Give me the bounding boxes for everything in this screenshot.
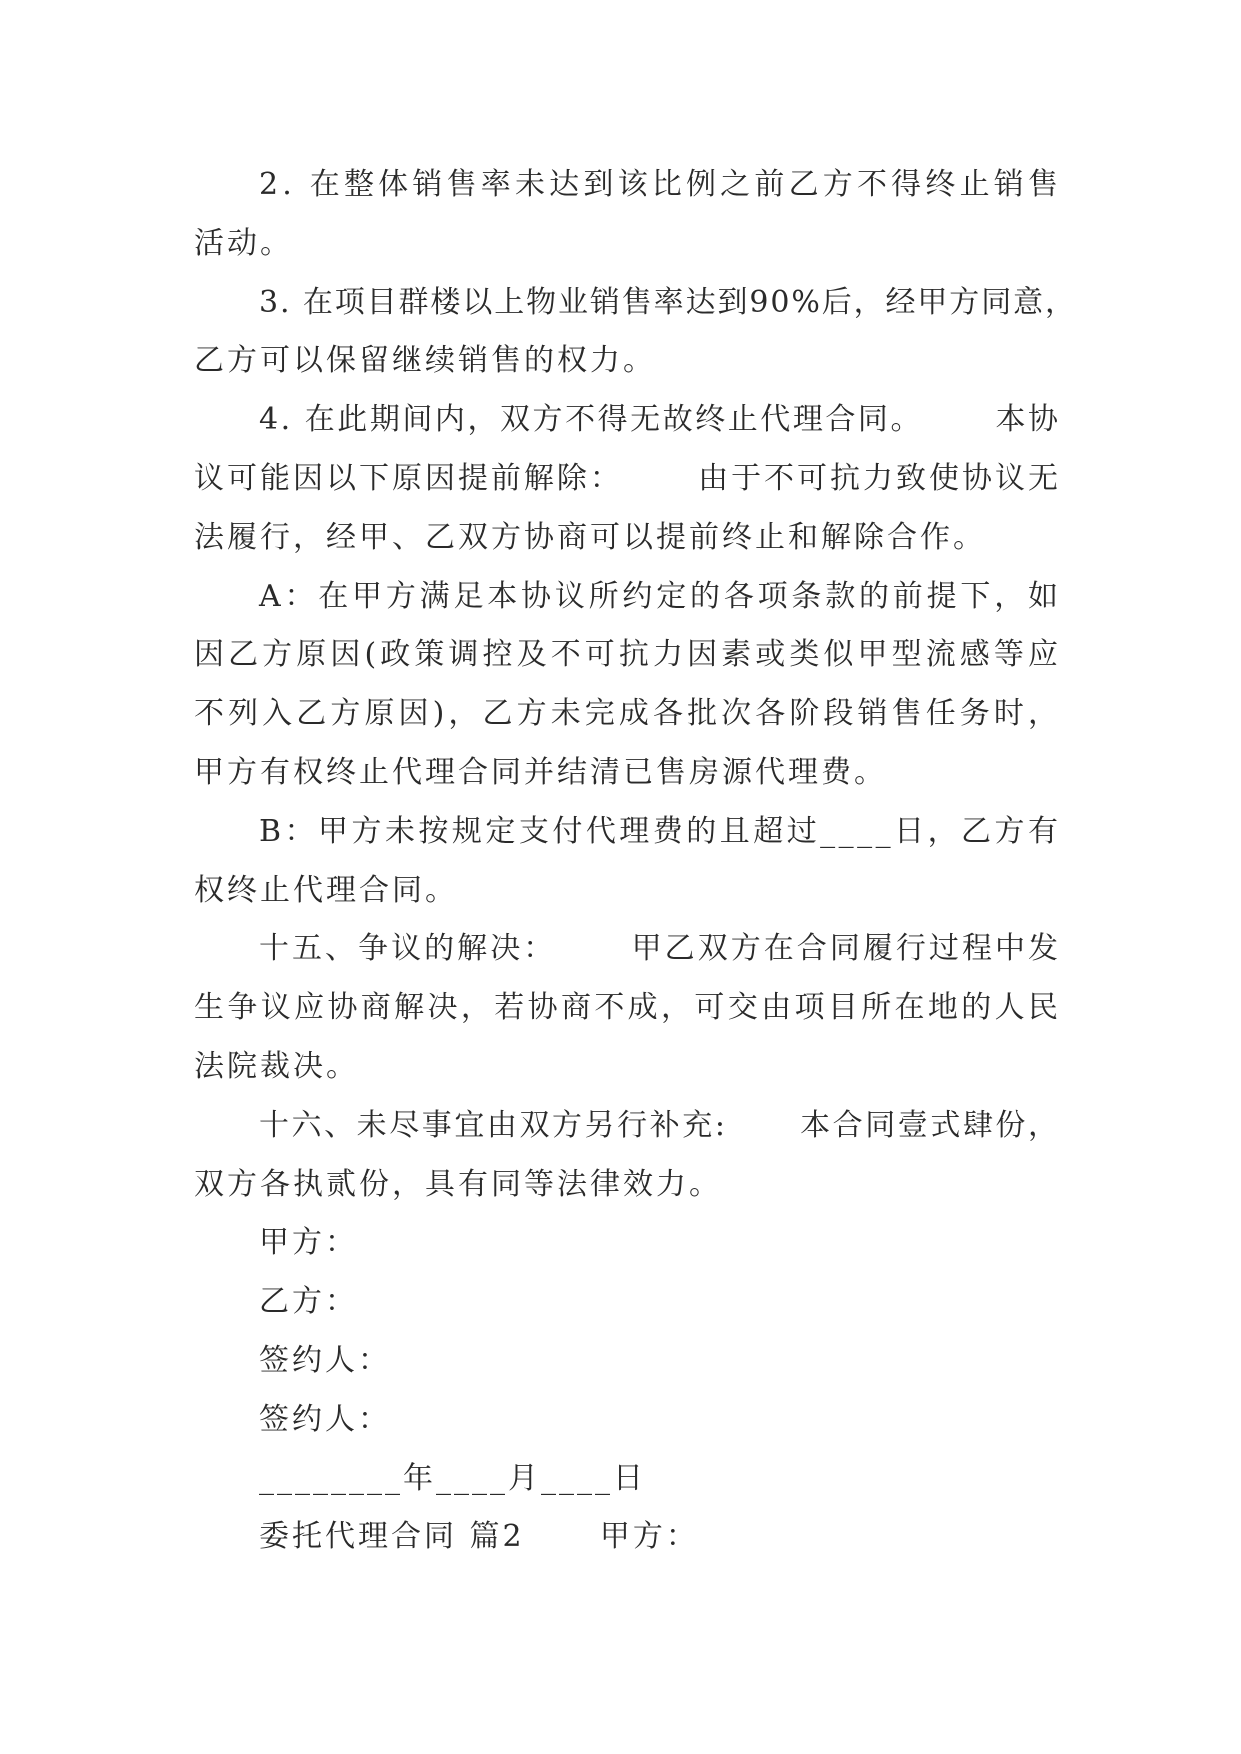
text-line (259, 1097, 1061, 1156)
text-line-content: 生争议应协商解决，若协商不成，可交由项目所在地的人民 (194, 990, 1062, 1026)
text-line-content: 法院裁决。 (194, 1048, 359, 1084)
party-a-label (259, 1214, 1094, 1273)
clause-a-termination-by-party-a (194, 568, 1094, 803)
signer-label (259, 1332, 1094, 1391)
text-line (259, 156, 1063, 215)
signature-block (194, 1214, 1094, 1508)
text-line-content: 权终止代理合同。 (194, 872, 458, 908)
text-line (259, 568, 1062, 627)
text-line-content: 十五、争议的解决： 甲乙双方在合同履行过程中发 (259, 931, 1062, 967)
text-line-content: 议可能因以下原因提前解除： 由于不可抗力致使协议无 (194, 460, 1061, 496)
clause-2-sales-continuation (194, 156, 1094, 274)
text-line (194, 626, 1063, 685)
clause-15-dispute-resolution (194, 920, 1094, 1096)
text-line (194, 1038, 1094, 1097)
text-line-content: B：甲方未按规定支付代理费的且超过____日，乙方有 (259, 813, 1062, 849)
text-line (194, 450, 1061, 509)
text-line-content: 不列入乙方原因)，乙方未完成各批次各阶段销售任务时， (194, 696, 1063, 732)
text-line (259, 391, 1061, 450)
clause-3-retained-sales-right (194, 274, 1094, 392)
text-line-content: A：在甲方满足本协议所约定的各项条款的前提下，如 (259, 578, 1062, 614)
next-contract-heading (259, 1508, 1094, 1567)
clause-16-supplementary-matters (194, 1097, 1094, 1215)
signer-label (259, 1391, 1094, 1450)
date-line-text: ________年____月____日 (259, 1460, 646, 1496)
text-line (259, 274, 1075, 333)
next-contract-heading-text: 委托代理合同 篇2 甲方： (259, 1519, 699, 1555)
clause-4-termination-conditions (194, 391, 1094, 567)
text-line (194, 509, 1094, 568)
text-line (259, 803, 1062, 862)
date-line (259, 1450, 1094, 1509)
text-line-content: 法履行，经甲、乙双方协商可以提前终止和解除合作。 (194, 519, 986, 555)
text-line-content: 2. 在整体销售率未达到该比例之前乙方不得终止销售 (259, 167, 1063, 202)
text-line (259, 920, 1062, 979)
document-body (194, 156, 1094, 1567)
text-line (194, 332, 1094, 391)
text-line-content: 3. 在项目群楼以上物业销售率达到90%后，经甲方同意， (259, 284, 1077, 320)
signer-label-text: 签约人： (259, 1401, 391, 1437)
text-line (194, 215, 1094, 274)
text-line (194, 862, 1094, 921)
text-line-content: 活动。 (194, 225, 293, 261)
text-line-content: 十六、未尽事宜由双方另行补充: 本合同壹式肆份， (259, 1107, 1061, 1143)
text-line-content: 甲方有权终止代理合同并结清已售房源代理费。 (194, 754, 887, 790)
text-line-content: 4. 在此期间内，双方不得无故终止代理合同。 本协 (259, 402, 1061, 438)
signer-label-text: 签约人： (259, 1342, 391, 1378)
text-line-content: 乙方可以保留继续销售的权力。 (194, 343, 656, 379)
clause-b-termination-by-party-b (194, 803, 1094, 921)
text-line (194, 685, 1063, 744)
party-a-label-text: 甲方： (259, 1225, 358, 1261)
text-line-content: 因乙方原因(政策调控及不可抗力因素或类似甲型流感等应 (194, 637, 1063, 673)
text-line (194, 1156, 1094, 1215)
text-line-content: 双方各执贰份，具有同等法律效力。 (194, 1166, 722, 1202)
text-line (194, 979, 1062, 1038)
party-b-label-text: 乙方： (259, 1284, 358, 1320)
text-line (194, 744, 1094, 803)
party-b-label (259, 1273, 1094, 1332)
